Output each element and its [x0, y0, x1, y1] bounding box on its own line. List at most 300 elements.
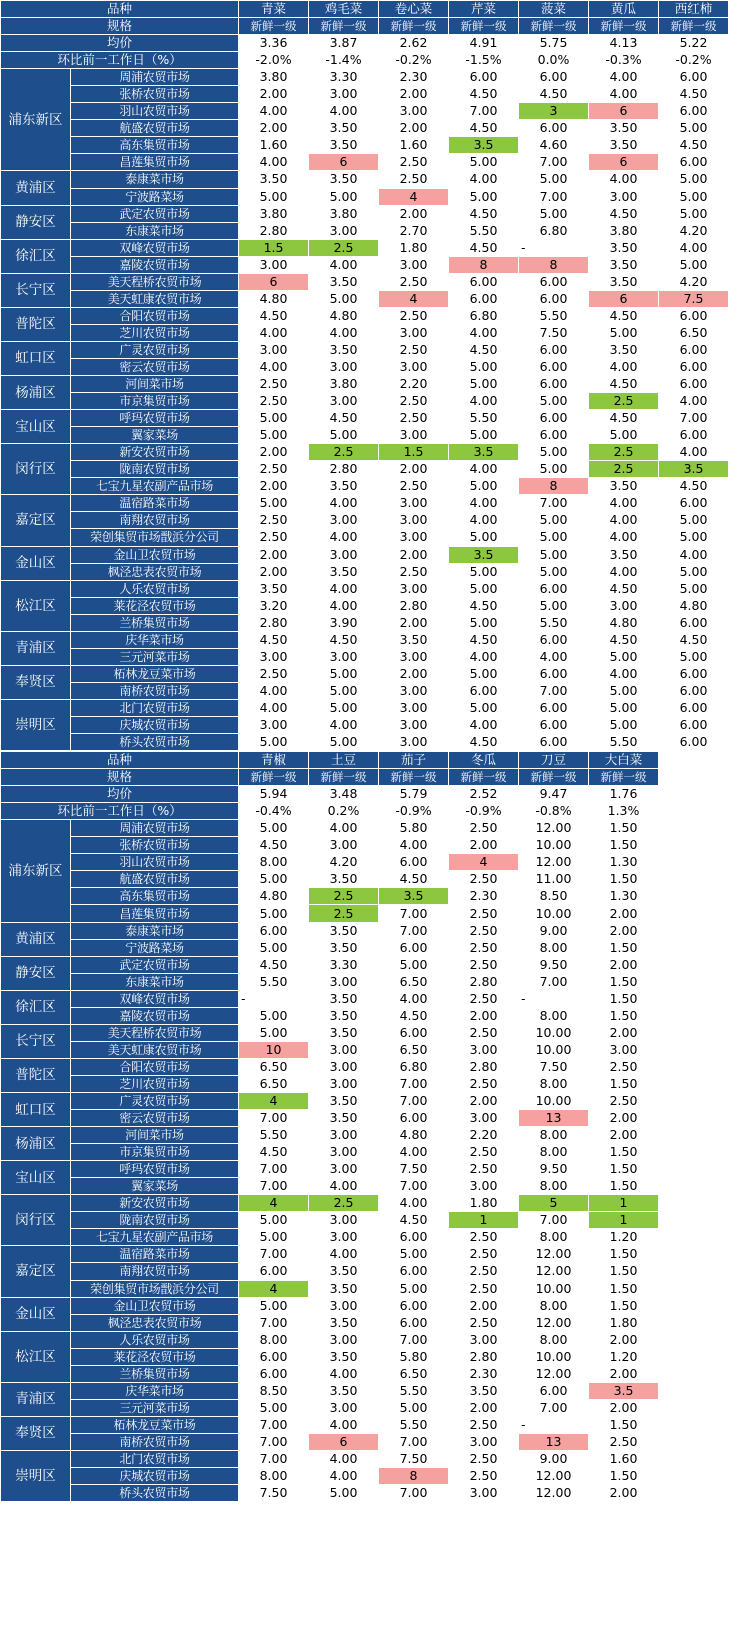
price-cell: 4.50 — [659, 631, 729, 648]
price-cell: 2.00 — [589, 1399, 659, 1416]
price-cell: 5.00 — [659, 120, 729, 137]
price-cell: 6 — [239, 273, 309, 290]
price-cell: 3.00 — [309, 1144, 379, 1161]
price-cell: 4.00 — [589, 358, 659, 375]
price-cell: 7.00 — [519, 973, 589, 990]
price-cell: 6.00 — [379, 1229, 449, 1246]
price-cell: 5.00 — [519, 546, 589, 563]
spec-cell: 新鲜一级 — [519, 769, 589, 786]
price-cell: 4.00 — [589, 512, 659, 529]
market-name-cell: 高东集贸市场 — [71, 888, 239, 905]
price-cell: 7.00 — [239, 1433, 309, 1450]
price-cell: 5.00 — [519, 512, 589, 529]
price-cell: 12.00 — [519, 1314, 589, 1331]
price-cell: 1.30 — [589, 854, 659, 871]
price-cell: 5.00 — [659, 171, 729, 188]
market-name-cell: 庆华菜市场 — [71, 1382, 239, 1399]
price-cell: 5.00 — [309, 665, 379, 682]
price-cell: 6.00 — [659, 716, 729, 733]
price-cell: 2.80 — [449, 973, 519, 990]
price-cell: 2.50 — [239, 376, 309, 393]
price-cell: 2.50 — [449, 1075, 519, 1092]
market-name-cell: 南翔农贸市场 — [71, 1263, 239, 1280]
price-cell: 3.5 — [449, 137, 519, 154]
price-cell: 2.30 — [449, 888, 519, 905]
district-cell: 虹口区 — [1, 1093, 71, 1127]
market-name-cell: 嘉陵农贸市场 — [71, 1007, 239, 1024]
price-cell: 4.60 — [519, 137, 589, 154]
price-cell: 6.00 — [449, 290, 519, 307]
spec-cell: 新鲜一级 — [519, 18, 589, 35]
price-cell: 3.5 — [589, 1382, 659, 1399]
spec-cell: 新鲜一级 — [449, 18, 519, 35]
table-row — [1, 1229, 659, 1246]
price-cell: 7.5 — [659, 290, 729, 307]
district-cell: 崇明区 — [1, 1450, 71, 1501]
price-cell: 3.50 — [309, 341, 379, 358]
price-cell: 3.00 — [379, 358, 449, 375]
price-cell: 3.00 — [309, 1041, 379, 1058]
price-cell: 12.00 — [519, 1246, 589, 1263]
price-cell: 2.80 — [239, 614, 309, 631]
table-row — [1, 665, 729, 682]
spec-cell: 新鲜一级 — [309, 18, 379, 35]
price-cell: 3.50 — [589, 546, 659, 563]
price-cell: 5.00 — [239, 427, 309, 444]
price-cell: 6.00 — [379, 854, 449, 871]
price-cell: 8 — [519, 256, 589, 273]
market-name-cell: 泰康菜市场 — [71, 171, 239, 188]
price-cell: 3.50 — [379, 631, 449, 648]
market-name-cell: 兰桥集贸市场 — [71, 614, 239, 631]
price-cell: 6.00 — [659, 495, 729, 512]
price-cell: 5.00 — [589, 427, 659, 444]
price-cell: 2.5 — [309, 444, 379, 461]
table-row — [1, 682, 729, 699]
market-name-cell: 莱花泾农贸市场 — [71, 1348, 239, 1365]
table-row — [1, 529, 729, 546]
table-row — [1, 1314, 659, 1331]
market-name-cell: 兰桥集贸市场 — [71, 1365, 239, 1382]
table-row — [1, 905, 659, 922]
price-cell: 2.50 — [449, 1246, 519, 1263]
change-cell: -2.0% — [239, 52, 309, 69]
change-cell: -0.9% — [379, 803, 449, 820]
table-row — [1, 376, 729, 393]
price-cell: 7.00 — [379, 1093, 449, 1110]
price-cell: 1.60 — [589, 1450, 659, 1467]
price-cell: 2.50 — [379, 563, 449, 580]
price-cell: 2.50 — [449, 922, 519, 939]
district-cell: 金山区 — [1, 546, 71, 580]
price-cell: 2.80 — [449, 1058, 519, 1075]
table-row — [1, 973, 659, 990]
price-cell: 4.00 — [589, 665, 659, 682]
price-cell: 2.00 — [449, 1399, 519, 1416]
price-cell: 8.50 — [239, 1382, 309, 1399]
market-name-cell: 昌莲集贸市场 — [71, 905, 239, 922]
price-cell: 5.00 — [449, 580, 519, 597]
table-row — [1, 324, 729, 341]
table-row — [1, 290, 729, 307]
district-cell: 徐汇区 — [1, 990, 71, 1024]
price-cell: 1.50 — [589, 990, 659, 1007]
price-cell: 3.00 — [379, 699, 449, 716]
price-cell: 7.50 — [519, 1058, 589, 1075]
price-cell: 12.00 — [519, 1365, 589, 1382]
price-cell: 1.50 — [589, 871, 659, 888]
price-cell: 5.00 — [379, 1399, 449, 1416]
price-cell: 4.00 — [589, 86, 659, 103]
table-row — [1, 358, 729, 375]
price-table-bottom — [0, 751, 659, 1502]
district-cell: 松江区 — [1, 1331, 71, 1382]
price-cell: 3.00 — [449, 1178, 519, 1195]
price-cell: 2.5 — [309, 239, 379, 256]
price-cell: 2.50 — [449, 1450, 519, 1467]
price-cell: 1.5 — [239, 239, 309, 256]
district-cell: 杨浦区 — [1, 1127, 71, 1161]
price-cell: 4.50 — [659, 137, 729, 154]
price-cell: 4.00 — [449, 461, 519, 478]
price-cell: 4.00 — [449, 324, 519, 341]
district-cell: 闵行区 — [1, 444, 71, 495]
market-name-cell: 三元河菜市场 — [71, 1399, 239, 1416]
market-name-cell: 七宝九星农副产品市场 — [71, 1229, 239, 1246]
price-cell: 2.20 — [449, 1127, 519, 1144]
market-name-cell: 温宿路菜市场 — [71, 1246, 239, 1263]
avg-cell: 3.48 — [309, 786, 379, 803]
price-cell: 6.80 — [519, 222, 589, 239]
change-cell: -1.5% — [449, 52, 519, 69]
price-cell: 5.00 — [659, 512, 729, 529]
price-cell: 6 — [309, 1433, 379, 1450]
table-row — [1, 1161, 659, 1178]
price-cell: 1.80 — [379, 239, 449, 256]
price-cell: 3.00 — [309, 358, 379, 375]
table-row — [1, 648, 729, 665]
price-cell: 8.00 — [519, 1075, 589, 1092]
price-cell: 5.50 — [379, 1382, 449, 1399]
price-cell: 3.00 — [379, 324, 449, 341]
price-cell: 3.50 — [309, 922, 379, 939]
price-cell: 3.50 — [309, 1280, 379, 1297]
price-cell: 4.00 — [449, 648, 519, 665]
market-name-cell: 荣创集贸市场戬浜分公司 — [71, 529, 239, 546]
market-name-cell: 双峰农贸市场 — [71, 239, 239, 256]
district-cell: 嘉定区 — [1, 495, 71, 546]
price-cell: 4.00 — [449, 495, 519, 512]
price-cell: 7.00 — [239, 1178, 309, 1195]
price-cell: 5.00 — [659, 256, 729, 273]
market-name-cell: 桥头农贸市场 — [71, 734, 239, 751]
price-cell: 6.00 — [519, 358, 589, 375]
table-row — [1, 1058, 659, 1075]
price-cell: 6 — [589, 103, 659, 120]
price-cell: 2.50 — [379, 341, 449, 358]
price-cell: 2.50 — [449, 1468, 519, 1485]
price-cell: 5.00 — [309, 734, 379, 751]
price-cell: 9.50 — [519, 1161, 589, 1178]
spec-cell: 新鲜一级 — [379, 18, 449, 35]
price-cell: 4.00 — [659, 444, 729, 461]
price-cell: 2.50 — [589, 1433, 659, 1450]
market-name-cell: 柘林龙豆菜市场 — [71, 665, 239, 682]
price-cell: 4 — [239, 1093, 309, 1110]
price-cell: 2.00 — [589, 1127, 659, 1144]
price-cell: 3.00 — [309, 1075, 379, 1092]
price-cell: 8.00 — [519, 1144, 589, 1161]
avg-row — [1, 786, 659, 803]
price-cell: 5.00 — [589, 716, 659, 733]
price-cell: 2.50 — [239, 461, 309, 478]
price-cell: 2.00 — [239, 444, 309, 461]
market-name-cell: 莱花泾农贸市场 — [71, 597, 239, 614]
price-cell: 2.00 — [449, 837, 519, 854]
table-row — [1, 256, 729, 273]
price-cell: 3.50 — [309, 273, 379, 290]
district-cell: 长宁区 — [1, 273, 71, 307]
price-cell: 7.00 — [239, 1450, 309, 1467]
price-cell: 8.00 — [519, 1127, 589, 1144]
market-name-cell: 桥头农贸市场 — [71, 1485, 239, 1502]
market-name-cell: 羽山农贸市场 — [71, 103, 239, 120]
price-cell: 1.50 — [589, 1280, 659, 1297]
price-cell: 6.00 — [379, 1314, 449, 1331]
table-row — [1, 341, 729, 358]
spec-cell: 新鲜一级 — [379, 769, 449, 786]
price-cell: 3.00 — [379, 682, 449, 699]
price-cell: 6.00 — [239, 922, 309, 939]
price-cell: 2.00 — [589, 1110, 659, 1127]
price-cell: 1.50 — [589, 939, 659, 956]
table-row — [1, 716, 729, 733]
price-cell: 5.00 — [659, 205, 729, 222]
price-cell: 7.00 — [239, 1161, 309, 1178]
table-row — [1, 1416, 659, 1433]
price-cell: 3.00 — [239, 716, 309, 733]
spec-label: 规格 — [1, 18, 239, 35]
price-cell: 3.50 — [589, 341, 659, 358]
market-name-cell: 呼玛农贸市场 — [71, 1161, 239, 1178]
market-name-cell: 三元河菜市场 — [71, 648, 239, 665]
price-cell: 4 — [239, 1280, 309, 1297]
price-cell: 2.50 — [449, 990, 519, 1007]
column-header: 西红柿 — [659, 1, 729, 18]
price-cell: 13 — [519, 1433, 589, 1450]
change-cell: -0.9% — [449, 803, 519, 820]
market-name-cell: 周浦农贸市场 — [71, 69, 239, 86]
price-cell: 5.00 — [239, 495, 309, 512]
price-cell: 4.00 — [449, 716, 519, 733]
price-cell: 6 — [589, 290, 659, 307]
table-row — [1, 307, 729, 324]
price-cell: 10.00 — [519, 1093, 589, 1110]
price-cell: 4.20 — [659, 222, 729, 239]
table-row — [1, 990, 659, 1007]
price-cell: 10.00 — [519, 1348, 589, 1365]
market-name-cell: 武定农贸市场 — [71, 205, 239, 222]
price-cell: 2.80 — [449, 1348, 519, 1365]
change-cell: 1.3% — [589, 803, 659, 820]
price-cell: 7.00 — [379, 1075, 449, 1092]
price-cell: 5.00 — [379, 1280, 449, 1297]
market-name-cell: 合阳农贸市场 — [71, 1058, 239, 1075]
price-cell: 1.50 — [589, 1161, 659, 1178]
column-header: 鸡毛菜 — [309, 1, 379, 18]
price-cell: 3.50 — [309, 1314, 379, 1331]
spec-cell: 新鲜一级 — [659, 18, 729, 35]
price-cell: 6.00 — [519, 120, 589, 137]
market-name-cell: 高东集贸市场 — [71, 137, 239, 154]
table-row — [1, 1280, 659, 1297]
price-cell: 4.00 — [309, 103, 379, 120]
spec-row — [1, 18, 729, 35]
price-cell: 1.50 — [589, 1007, 659, 1024]
price-cell: 4.50 — [659, 478, 729, 495]
table-row — [1, 1246, 659, 1263]
price-cell: 3.00 — [309, 1161, 379, 1178]
price-cell: 3.50 — [309, 137, 379, 154]
market-name-cell: 市京集贸市场 — [71, 393, 239, 410]
market-name-cell: 河间菜市场 — [71, 1127, 239, 1144]
price-cell: 2.00 — [379, 86, 449, 103]
price-cell: 3.00 — [449, 1331, 519, 1348]
price-cell: 1.50 — [589, 1416, 659, 1433]
district-cell: 普陀区 — [1, 307, 71, 341]
table-row — [1, 1399, 659, 1416]
price-cell: 3.00 — [309, 648, 379, 665]
price-cell: 4.00 — [309, 1365, 379, 1382]
table-row — [1, 444, 729, 461]
price-cell: 4.00 — [239, 154, 309, 171]
table-row — [1, 1297, 659, 1314]
price-cell: 2.00 — [589, 1485, 659, 1502]
price-cell: 10.00 — [519, 905, 589, 922]
price-cell: 2.30 — [449, 1365, 519, 1382]
price-cell: 4.50 — [589, 410, 659, 427]
price-cell: 4.00 — [659, 393, 729, 410]
price-cell: 3.00 — [379, 512, 449, 529]
market-name-cell: 张桥农贸市场 — [71, 86, 239, 103]
table-row — [1, 103, 729, 120]
table-row — [1, 137, 729, 154]
price-cell: 2.50 — [449, 1229, 519, 1246]
price-cell: 1.80 — [449, 1195, 519, 1212]
price-cell: 2.50 — [239, 529, 309, 546]
price-cell: 5.00 — [239, 1229, 309, 1246]
change-row — [1, 803, 659, 820]
price-cell: 4.00 — [589, 529, 659, 546]
price-cell: 5.00 — [239, 820, 309, 837]
price-cell: 2.50 — [449, 1263, 519, 1280]
price-cell: 6.00 — [519, 427, 589, 444]
avg-cell: 4.91 — [449, 35, 519, 52]
price-cell: 8 — [449, 256, 519, 273]
price-cell: 4.50 — [239, 631, 309, 648]
price-cell: 5.00 — [449, 188, 519, 205]
price-cell: 3.30 — [309, 69, 379, 86]
price-cell: 3.00 — [309, 837, 379, 854]
table-row — [1, 614, 729, 631]
spec-row — [1, 769, 659, 786]
price-cell: 2.50 — [379, 154, 449, 171]
market-name-cell: 美天虹康农贸市场 — [71, 290, 239, 307]
price-cell: 2.00 — [589, 1331, 659, 1348]
header-row — [1, 752, 659, 769]
change-cell: 0.0% — [519, 52, 589, 69]
district-cell: 青浦区 — [1, 1382, 71, 1416]
price-cell: 4.00 — [309, 529, 379, 546]
price-cell: 6.50 — [379, 1041, 449, 1058]
district-cell: 静安区 — [1, 956, 71, 990]
price-cell: 3.00 — [309, 1229, 379, 1246]
market-name-cell: 枫泾忠表农贸市场 — [71, 563, 239, 580]
price-cell: 4.00 — [589, 171, 659, 188]
price-cell: 4.50 — [449, 734, 519, 751]
price-cell: 5.50 — [239, 1127, 309, 1144]
price-cell: 3.00 — [309, 1331, 379, 1348]
change-cell: -1.4% — [309, 52, 379, 69]
market-name-cell: 羽山农贸市场 — [71, 854, 239, 871]
price-cell: 3.5 — [449, 546, 519, 563]
price-cell: 3.50 — [309, 1348, 379, 1365]
table-row — [1, 956, 659, 973]
price-cell: 7.00 — [239, 1246, 309, 1263]
price-cell: 2.00 — [589, 922, 659, 939]
price-cell: 3.50 — [309, 563, 379, 580]
avg-row — [1, 35, 729, 52]
table-row — [1, 1263, 659, 1280]
price-cell: 4.00 — [239, 682, 309, 699]
table-row — [1, 1007, 659, 1024]
price-cell: 3.20 — [239, 597, 309, 614]
price-cell: 3.00 — [379, 716, 449, 733]
price-cell: 13 — [519, 1110, 589, 1127]
avg-cell: 9.47 — [519, 786, 589, 803]
market-name-cell: 北门农贸市场 — [71, 1450, 239, 1467]
market-name-cell: 呼玛农贸市场 — [71, 410, 239, 427]
market-name-cell: 美天程桥农贸市场 — [71, 273, 239, 290]
avg-cell: 5.94 — [239, 786, 309, 803]
market-name-cell: 市京集贸市场 — [71, 1144, 239, 1161]
price-cell: 5.00 — [659, 648, 729, 665]
market-name-cell: 河间菜市场 — [71, 376, 239, 393]
price-cell: 2.50 — [449, 956, 519, 973]
price-cell: 5.00 — [519, 205, 589, 222]
price-cell: 4.20 — [309, 854, 379, 871]
price-cell: 7.00 — [519, 188, 589, 205]
price-cell: 5.50 — [239, 973, 309, 990]
price-cell: 3.00 — [589, 597, 659, 614]
price-cell: 4.50 — [589, 631, 659, 648]
price-cell: 6.00 — [519, 273, 589, 290]
price-cell: 3.00 — [449, 1433, 519, 1450]
price-cell: 2.00 — [379, 614, 449, 631]
price-cell: 7.00 — [519, 154, 589, 171]
table-row — [1, 427, 729, 444]
price-cell: 2.00 — [379, 120, 449, 137]
table-row — [1, 1195, 659, 1212]
price-cell: 5.00 — [239, 1024, 309, 1041]
price-cell: 7.50 — [379, 1161, 449, 1178]
district-cell: 松江区 — [1, 580, 71, 631]
avg-label: 均价 — [1, 786, 239, 803]
market-name-cell: 庆华菜市场 — [71, 631, 239, 648]
price-cell: 3.50 — [589, 273, 659, 290]
district-cell: 奉贤区 — [1, 665, 71, 699]
price-cell: 1.50 — [589, 1246, 659, 1263]
